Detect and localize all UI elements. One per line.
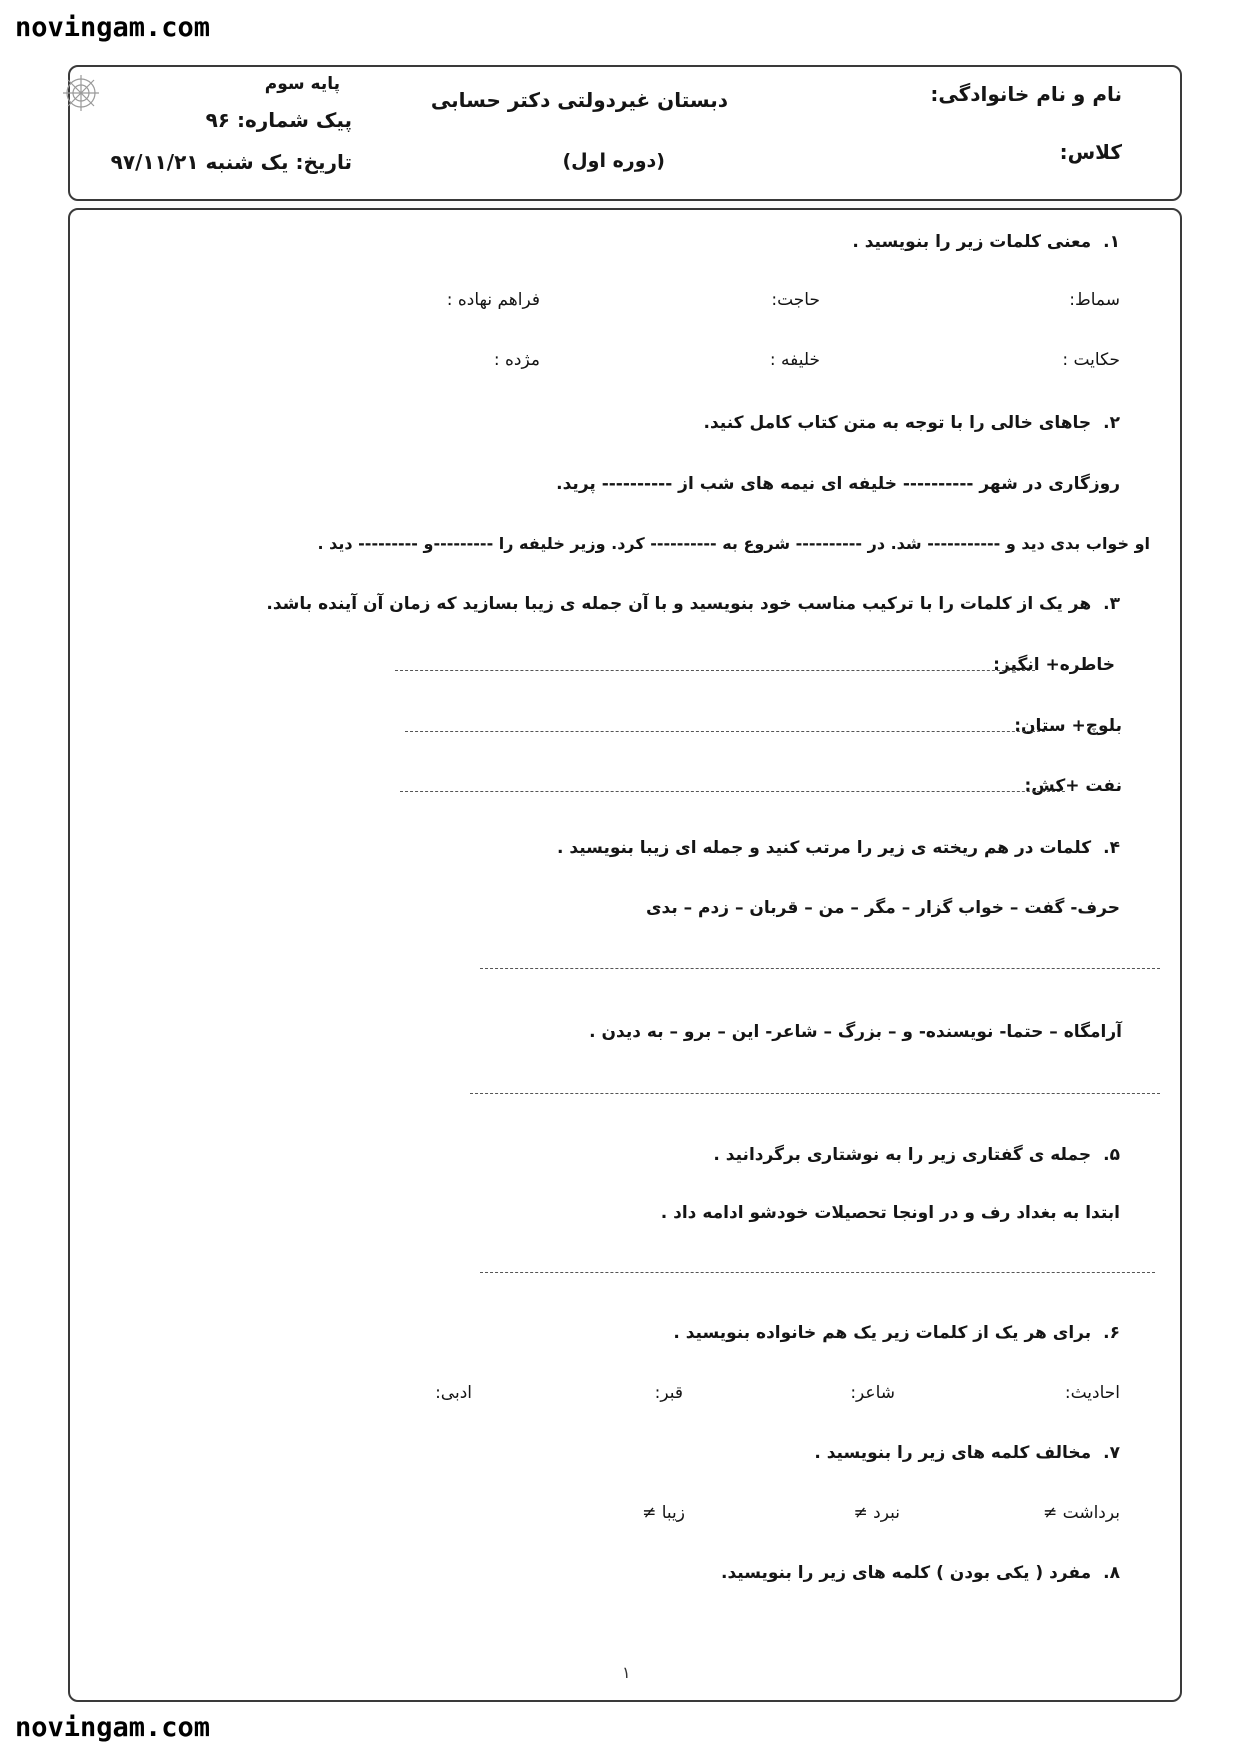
answer-line [480,968,1160,969]
grade-label: پایه سوم [264,74,340,94]
question-number: ۶. [1103,1323,1120,1343]
school-name: دبستان غیردولتی دکتر حسابی [430,88,728,112]
class-label: کلاس: [1059,140,1122,164]
question-text: هر یک از کلمات را با ترکیب مناسب خود بنویسید و با آن جمله ی زیبا بسازید که زمان آن آینده باشد. [266,594,1092,614]
question-4 [557,838,1120,858]
q5-sentence: ابتدا به بغداد رف و در اونجا تحصیلات خودشو ادامه داد . [660,1203,1120,1223]
q3-item: خاطره+ انگیز: [993,655,1115,675]
question-number: ۱. [1103,232,1120,252]
question-text: معنی کلمات زیر را بنویسید . [852,232,1092,252]
question-6 [673,1323,1120,1343]
question-number: ۴. [1103,838,1120,858]
question-text: جمله ی گفتاری زیر را به نوشتاری برگردانید . [713,1145,1092,1165]
school-logo-icon [52,70,110,116]
page-number: ۱ [622,1663,631,1682]
watermark-top: novingam.com [15,12,211,43]
question-number: ۳. [1103,594,1120,614]
question-7 [814,1443,1120,1463]
q6-word: شاعر: [850,1383,895,1403]
q2-line-1: روزگاری در شهر ---------- خلیفه ای نیمه های شب از ---------- پرید. [556,474,1120,494]
question-number: ۷. [1103,1443,1120,1463]
q1-word: خلیفه : [769,350,820,370]
q7-word: برداشت ≠ [1043,1503,1120,1523]
question-number: ۸. [1103,1563,1120,1583]
q3-item: نفت +کش: [1024,776,1122,796]
question-text: مخالف کلمه های زیر را بنویسید . [814,1443,1092,1463]
question-3 [266,594,1120,614]
question-number: ۵. [1103,1145,1120,1165]
exam-date: تاریخ: یک شنبه ۹۷/۱۱/۲۱ [110,150,352,174]
question-number: ۲. [1103,413,1120,433]
answer-line [405,731,1045,732]
question-8 [721,1563,1120,1583]
answer-line [400,791,1065,792]
answer-line [395,670,1035,671]
q1-word: سماط: [1069,290,1120,310]
pack-number: پیک شماره: ۹۶ [205,108,352,132]
q1-word: حاجت: [771,290,820,310]
answer-line [470,1093,1160,1094]
question-text: کلمات در هم ریخته ی زیر را مرتب کنید و جمله ای زیبا بنویسید . [557,838,1092,858]
q1-word: حکایت : [1062,350,1120,370]
question-1 [852,232,1120,252]
question-text: مفرد ( یکی بودن ) کلمه های زیر را بنویسید. [721,1563,1092,1583]
student-name-label: نام و نام خانوادگی: [930,82,1122,106]
period-label: (دوره اول) [562,150,665,172]
q3-item: بلوچ+ ستان: [1014,716,1122,736]
question-text: برای هر یک از کلمات زیر یک هم خانواده بنویسید . [673,1323,1092,1343]
q4-item-1: حرف- گفت – خواب گزار – مگر – من – قربان – زدم – بدی [645,898,1120,918]
q6-word: ادبی: [435,1383,472,1403]
answer-line [480,1272,1155,1273]
q2-line-2: او خواب بدی دید و ----------- شد. در ---------- شروع به ---------- کرد. وزیر خلیفه را ---------و --------- دید . [317,534,1150,553]
q6-word: احادیث: [1064,1383,1120,1403]
q7-word: زیبا ≠ [642,1503,685,1523]
q6-word: قبر: [654,1383,683,1403]
watermark-bottom: novingam.com [15,1712,211,1743]
q4-item-2: آرامگاه – حتما- نویسنده- و – بزرگ – شاعر- این – برو – به دیدن . [589,1022,1122,1042]
question-5 [713,1145,1120,1165]
q1-word: مژده : [493,350,540,370]
q1-word: فراهم نهاده : [446,290,540,310]
q7-word: نبرد ≠ [853,1503,900,1523]
question-2 [704,413,1120,433]
question-text: جاهای خالی را با توجه به متن کتاب کامل کنید. [703,413,1092,433]
